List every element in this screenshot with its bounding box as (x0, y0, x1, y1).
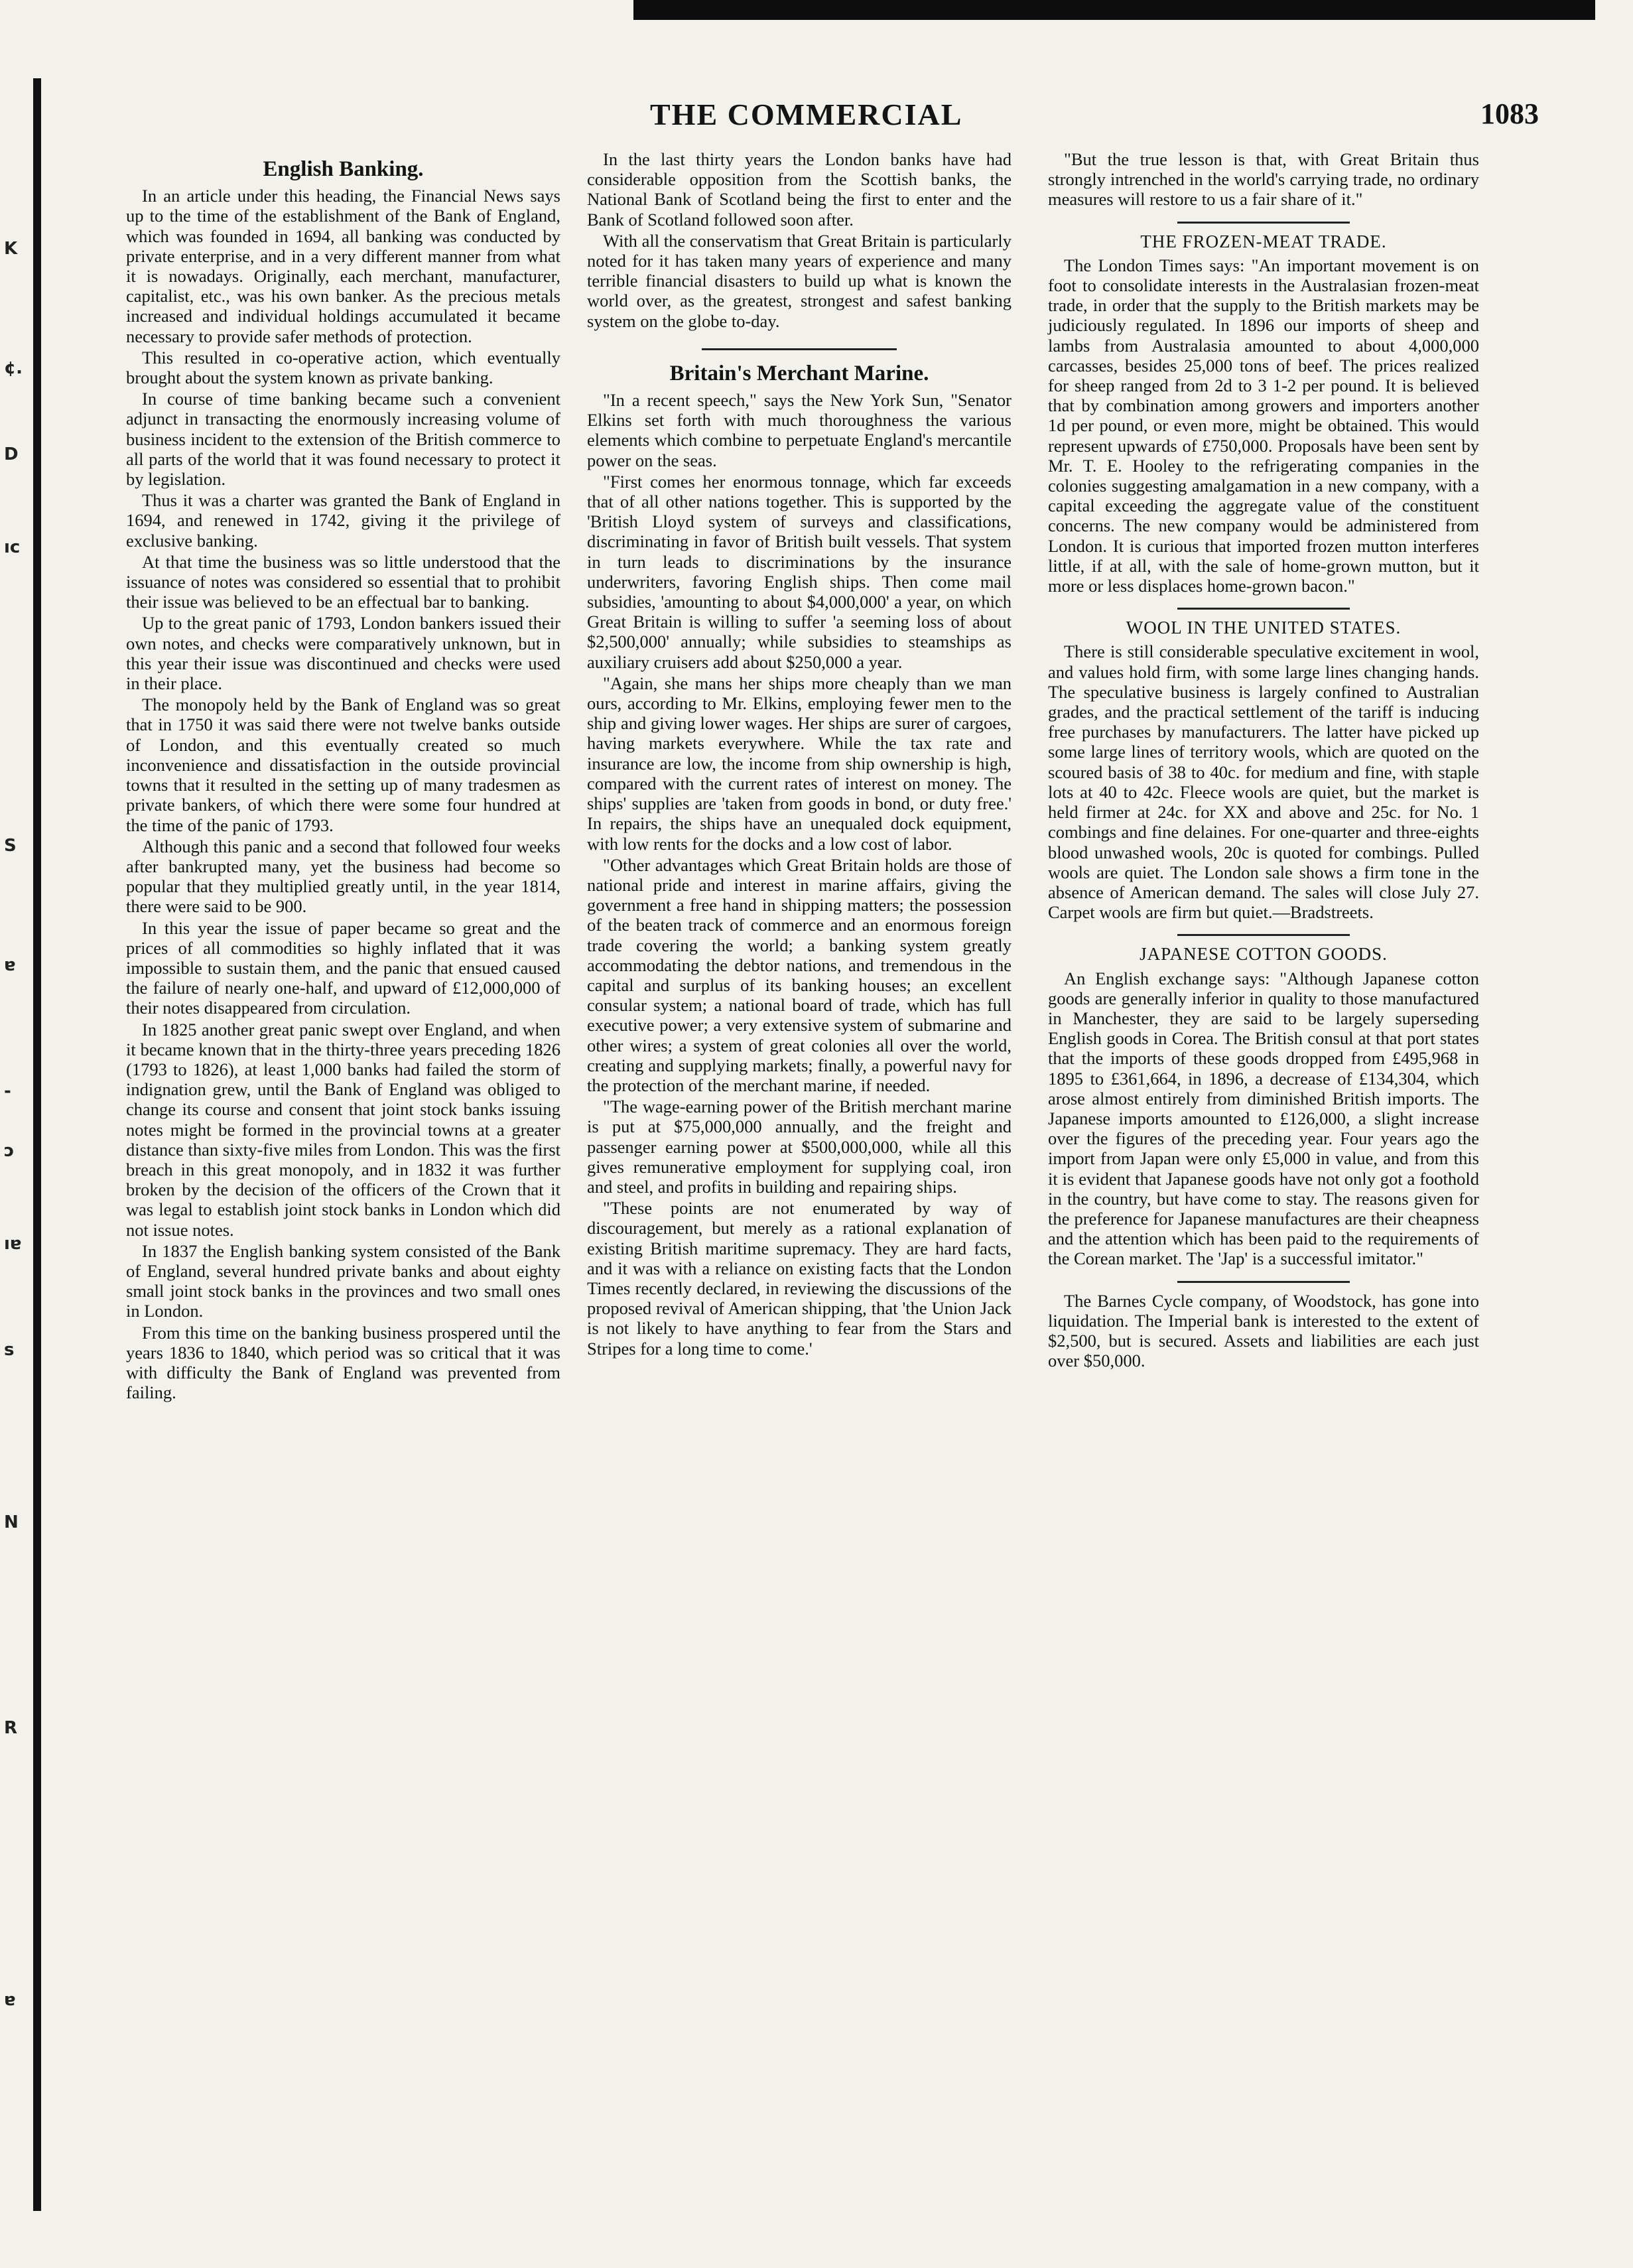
top-rule (633, 0, 1595, 20)
paragraph: There is still considerable speculative excitement in wool, and values hold firm, with some large lines changing hands. The speculative business is largely confined to Australian grades, and the practical settlement of the tariff is inducing free purchases by manufacturers. The latter have picked up some large lines of territory wools, which are quoted on the scoured basis of 38 to 40c. for medium and fine, with staple lots at 40 to 42c. Fleece wools are quiet, but the market is held firmer at 24c. for XX and above and 25c. for No. 1 combings and fine delaines. For one-quarter and three-eights blood unwashed wools, 20c is quoted for combings. Pulled wools are quiet. The London sale shows a firm tone in the absence of American demand. The sales will close July 27. Carpet wools are firm but quiet.—Bradstreets. (1048, 641, 1479, 923)
paragraph: The monopoly held by the Bank of England was so great that in 1750 it was said there were not twelve banks outside of London, and this eventually created so much inconvenience and dissatisfaction in the outside provincial towns that it resulted in the setting up of many tradesmen as private bankers, of which there were some four hundred at the time of the panic of 1793. (126, 695, 560, 835)
paragraph: An English exchange says: "Although Japanese cotton goods are generally inferior in quality to those manufactured in Manchester, they are said to be largely superseding English goods in Corea. The British consul at that port states that the imports of these goods dropped from £495,968 in 1895 to £361,664, in 1896, a decrease of £134,304, which arose almost entirely from diminished British imports. The Japanese imports amounted to £126,000, a slight increase over the figures of the preceding year. Four years ago the import from Japan were only £5,000 in value, and from this it is evident that Japanese goods have not only got a foothold in the country, but have come to stay. The reasons given for the preference for Japanese manufactures are their cheapness and the attention which has been paid to the requirements of the Corean market. The 'Jap' is a successful imitator." (1048, 968, 1479, 1269)
paragraph: In course of time banking became such a convenient adjunct in transacting the enormously increasing volume of business incident to the extension of the British commerce to all parts of the world that it was found necessary to protect it by legislation. (126, 389, 560, 490)
article-heading: Britain's Merchant Marine. (669, 361, 929, 385)
paragraph: The London Times says: "An important movement is on foot to consolidate interests in the Australasian frozen-meat trade, in order that the supply to the British markets may be judiciously regulated. In 1896 our imports of sheep and lambs from Australasia amounted to about 4,000,000 carcasses, besides 25,000 tons of beef. The prices realized for sheep ranged from 2d to 3 1-2 per pound. It is believed that by combination among growers and importers another 1d per pound, or even more, might be obtained. This would represent upwards of £750,000. Proposals have been sent by Mr. T. E. Hooley to the refrigerating companies in the colonies suggesting amalgamation in a new company, with a capital exceeding the aggregate value of the constituent concerns. The new company would be administered from London. It is curious that imported frozen mutton interferes little, if at all, with the sale of home-grown mutton, but it more or less displaces home-grown bacon." (1048, 255, 1479, 596)
article-separator (1177, 934, 1350, 936)
paragraph: In 1825 another great panic swept over England, and when it became known that in the thirty-three years preceding 1826 (1793 to 1826), at least 1,000 banks had failed the storm of indignation grew, until the Bank of England was obliged to change its course and consent that joint stock banks issuing notes might be formed in the provincial towns at a greater distance than sixty-five miles from London. This was the first breach in this great monopoly, and in 1832 it was further broken by the decision of the officers of the Crown that it was legal to establish joint stock banks in London which did not issue notes. (126, 1019, 560, 1240)
article-separator (1177, 1281, 1350, 1283)
masthead (86, 93, 1552, 139)
margin-mark: N (4, 1512, 19, 1532)
page-number: 1083 (1480, 98, 1539, 130)
margin-mark: ıɐ (4, 1234, 22, 1254)
paragraph: In 1837 the English banking system consisted of the Bank of England, several hundred private banks and about eighty small joint stock banks in the provinces and two small ones in London. (126, 1240, 560, 1321)
paragraph: With all the conservatism that Great Britain is particularly noted for it has taken many years of experience and many terrible financial disasters to build up what is known the world over, as the greatest, strongest and safest banking system on the globe to-day. (587, 230, 1012, 331)
paragraph: "The wage-earning power of the British merchant marine is put at $75,000,000 annually, and the freight and passenger earning power at $500,000,000, while all this gives remunerative employment for supplying coal, iron and steel, and profits in building and repairing ships. (587, 1097, 1012, 1197)
article-separator (1177, 222, 1350, 224)
paragraph: In this year the issue of paper became so great and the prices of all commodities so highly inflated that it was impossible to sustain them, and the panic that ensued caused the failure of nearly one-half, and upward of £12,000,000 of their notes disappeared from circulation. (126, 917, 560, 1018)
margin-mark: ¢. (4, 358, 23, 378)
margin-mark: D (4, 444, 19, 464)
margin-mark: S (4, 836, 17, 856)
margin-mark: ıc (4, 537, 21, 557)
article-heading: English Banking. (263, 157, 424, 181)
paragraph: "But the true lesson is that, with Great Britain thus strongly intrenched in the world's carrying trade, no ordinary measures will restore to us a fair share of it." (1048, 149, 1479, 210)
paragraph: "These points are not enumerated by way of discouragement, but merely as a rational explanation of existing British maritime supremacy. They are hard facts, and it was with a reliance on existing facts that the London Times recently declared, in reviewing the discussions of the proposed revival of American shipping, that 'the Union Jack is not likely to have anything to fear from the Stars and Stripes for a long time to come.' (587, 1198, 1012, 1359)
article-separator (702, 348, 897, 350)
margin-marks (0, 239, 29, 2030)
paragraph: "In a recent speech," says the New York Sun, "Senator Elkins set forth with much thoroughness the various elements which combine to perpetuate England's mercantile power on the seas. (587, 390, 1012, 470)
paragraph: "Other advantages which Great Britain holds are those of national pride and interest in marine affairs, giving the government a free hand in shipping matters; the possession of the beaten track of commerce and an enormous foreign trade covering the world; a banking system greatly accommodating the debtor nations, and tremendous in the capital and surplus of its banking houses; an excellent consular system; a national board of trade, which has full executive power; a very extensive system of submarine and other wires; a system of great colonies all over the world, creating and supplying markets; finally, a powerful navy for the protection of the merchant marine, if needed. (587, 854, 1012, 1095)
paragraph: In the last thirty years the London banks have had considerable opposition from the Scottish banks, the National Bank of Scotland being the first to enter and the Bank of Scotland followed soon after. (587, 149, 1012, 230)
margin-mark: K (4, 239, 18, 259)
paragraph: In an article under this heading, the Financial News says up to the time of the establishment of the Bank of England, which was founded in 1694, all banking was conducted by private enterprise, and in a very different manner from what it is nowadays. Originally, each merchant, manufacturer, capitalist, etc., was his own banker. As the precious metals increased and individual holdings accumulated it became necessary to provide safer methods of protection. (126, 186, 560, 346)
margin-mark: ɐ (4, 955, 16, 975)
margin-mark: ɔ (4, 1141, 15, 1161)
column-2 (587, 149, 1012, 1359)
margin-mark: - (4, 1081, 11, 1101)
article-heading: JAPANESE COTTON GOODS. (1140, 944, 1388, 965)
paragraph: From this time on the banking business prospered until the years 1836 to 1840, which period was so critical that it was with difficulty the Bank of England was prevented from failing. (126, 1322, 560, 1403)
margin-mark: s (4, 1340, 15, 1360)
paragraph: The Barnes Cycle company, of Woodstock, has gone into liquidation. The Imperial bank is interested to the extent of $2,500, but is secured. Assets and liabilities are each just over $50,000. (1048, 1290, 1479, 1371)
margin-mark: R (4, 1718, 18, 1738)
article-separator (1177, 608, 1350, 610)
margin-mark: ɐ (4, 1990, 16, 2010)
paragraph: This resulted in co-operative action, which eventually brought about the system known as private banking. (126, 347, 560, 388)
paragraph: Up to the great panic of 1793, London bankers issued their own notes, and checks were comparatively unknown, but in this year their issue was discontinued and checks were used in their place. (126, 613, 560, 694)
article-heading: THE FROZEN-MEAT TRADE. (1140, 231, 1387, 251)
article-heading: WOOL IN THE UNITED STATES. (1126, 618, 1402, 638)
paragraph: Although this panic and a second that followed four weeks after bankrupted many, yet the business had become so popular that they multiplied greatly until, in the year 1814, there were said to be 900. (126, 836, 560, 917)
column-1 (126, 153, 560, 1402)
paragraph: "Again, she mans her ships more cheaply than we man ours, according to Mr. Elkins, employing fewer men to the ship and giving lower wages. Her ships are surer of cargoes, having markets everywhere. While the tax rate and insurance are low, the income from ship ownership is high, compared with the current rates of interest on money. The ships' supplies are 'taken from goods in bond, or duty free.' In repairs, the ships have an unequaled dock equipment, with low rents for the docks and a low cost of labor. (587, 673, 1012, 854)
masthead-title: THE COMMERCIAL (650, 98, 963, 131)
paragraph: At that time the business was so little understood that the issuance of notes was considered so essential that to prohibit their issue was believed to be an effectual bar to banking. (126, 551, 560, 612)
binding-edge (33, 78, 41, 2211)
column-3 (1048, 149, 1479, 1370)
paragraph: Thus it was a charter was granted the Bank of England in 1694, and renewed in 1742, giving it the privilege of exclusive banking. (126, 490, 560, 551)
paragraph: "First comes her enormous tonnage, which far exceeds that of all other nations together. This is supported by the 'British Lloyd system of surveys and classifications, discriminating in favor of British built vessels. That system in turn leads to discriminations by the insurance underwriters, favoring English ships. Then come mail subsidies, 'amounting to about $4,000,000' a year, on which Great Britain is willing to suffer 'a seeming loss of about $2,500,000' annually; while subsidies to steamships as auxiliary cruisers add about $250,000 a year. (587, 471, 1012, 672)
